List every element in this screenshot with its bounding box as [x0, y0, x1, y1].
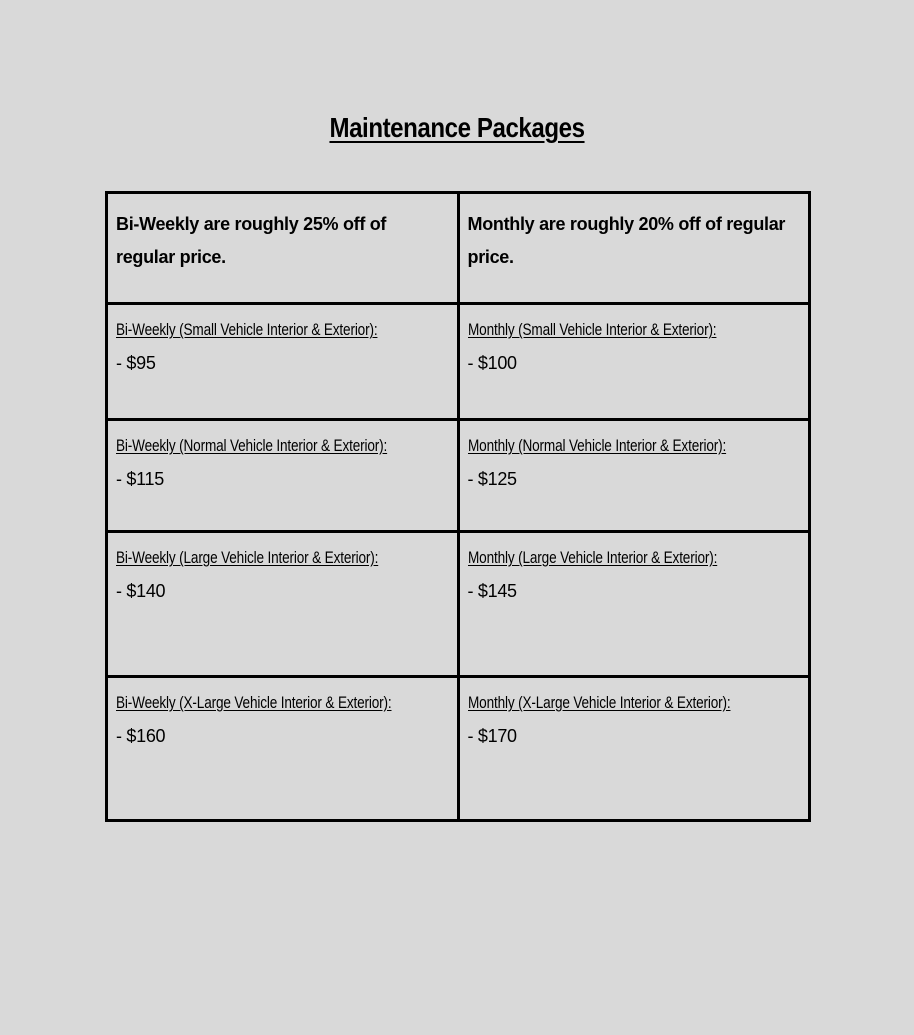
table-row	[107, 420, 810, 532]
monthly-header-cell	[458, 193, 810, 304]
monthly-package-price: - $170	[467, 726, 517, 746]
biweekly-package-cell	[107, 420, 459, 532]
monthly-package-price: - $125	[467, 469, 517, 489]
table-row	[107, 677, 810, 821]
monthly-package-cell	[458, 420, 810, 532]
page-title: Maintenance Packages	[329, 112, 585, 143]
monthly-header-text: Monthly are roughly 20% off of regular price.	[467, 214, 786, 267]
packages-table	[105, 191, 811, 822]
biweekly-package-price: - $140	[116, 581, 166, 601]
biweekly-package-label: Bi-Weekly (Large Vehicle Interior & Exterior):	[116, 548, 379, 567]
biweekly-package-label: Bi-Weekly (Normal Vehicle Interior & Exterior):	[116, 436, 388, 455]
monthly-package-label: Monthly (Normal Vehicle Interior & Exterior):	[467, 436, 726, 455]
biweekly-package-price: - $115	[116, 469, 164, 489]
monthly-package-price: - $100	[467, 353, 517, 373]
biweekly-package-cell	[107, 532, 459, 677]
biweekly-package-price: - $160	[116, 726, 166, 746]
monthly-package-price: - $145	[467, 581, 517, 601]
table-header-row	[107, 193, 810, 304]
monthly-package-label: Monthly (Large Vehicle Interior & Exterior):	[467, 548, 717, 567]
biweekly-package-label: Bi-Weekly (X-Large Vehicle Interior & Exterior):	[116, 693, 392, 712]
biweekly-package-cell	[107, 677, 459, 821]
biweekly-header-cell	[107, 193, 459, 304]
biweekly-package-label: Bi-Weekly (Small Vehicle Interior & Exterior):	[116, 320, 378, 339]
table-row	[107, 304, 810, 420]
monthly-package-cell	[458, 677, 810, 821]
monthly-package-label: Monthly (X-Large Vehicle Interior & Exterior):	[467, 693, 730, 712]
monthly-package-cell	[458, 304, 810, 420]
monthly-package-label: Monthly (Small Vehicle Interior & Exterior):	[467, 320, 716, 339]
table-row	[107, 532, 810, 677]
biweekly-header-text: Bi-Weekly are roughly 25% off of regular price.	[116, 214, 387, 267]
biweekly-package-cell	[107, 304, 459, 420]
monthly-package-cell	[458, 532, 810, 677]
biweekly-package-price: - $95	[116, 353, 156, 373]
